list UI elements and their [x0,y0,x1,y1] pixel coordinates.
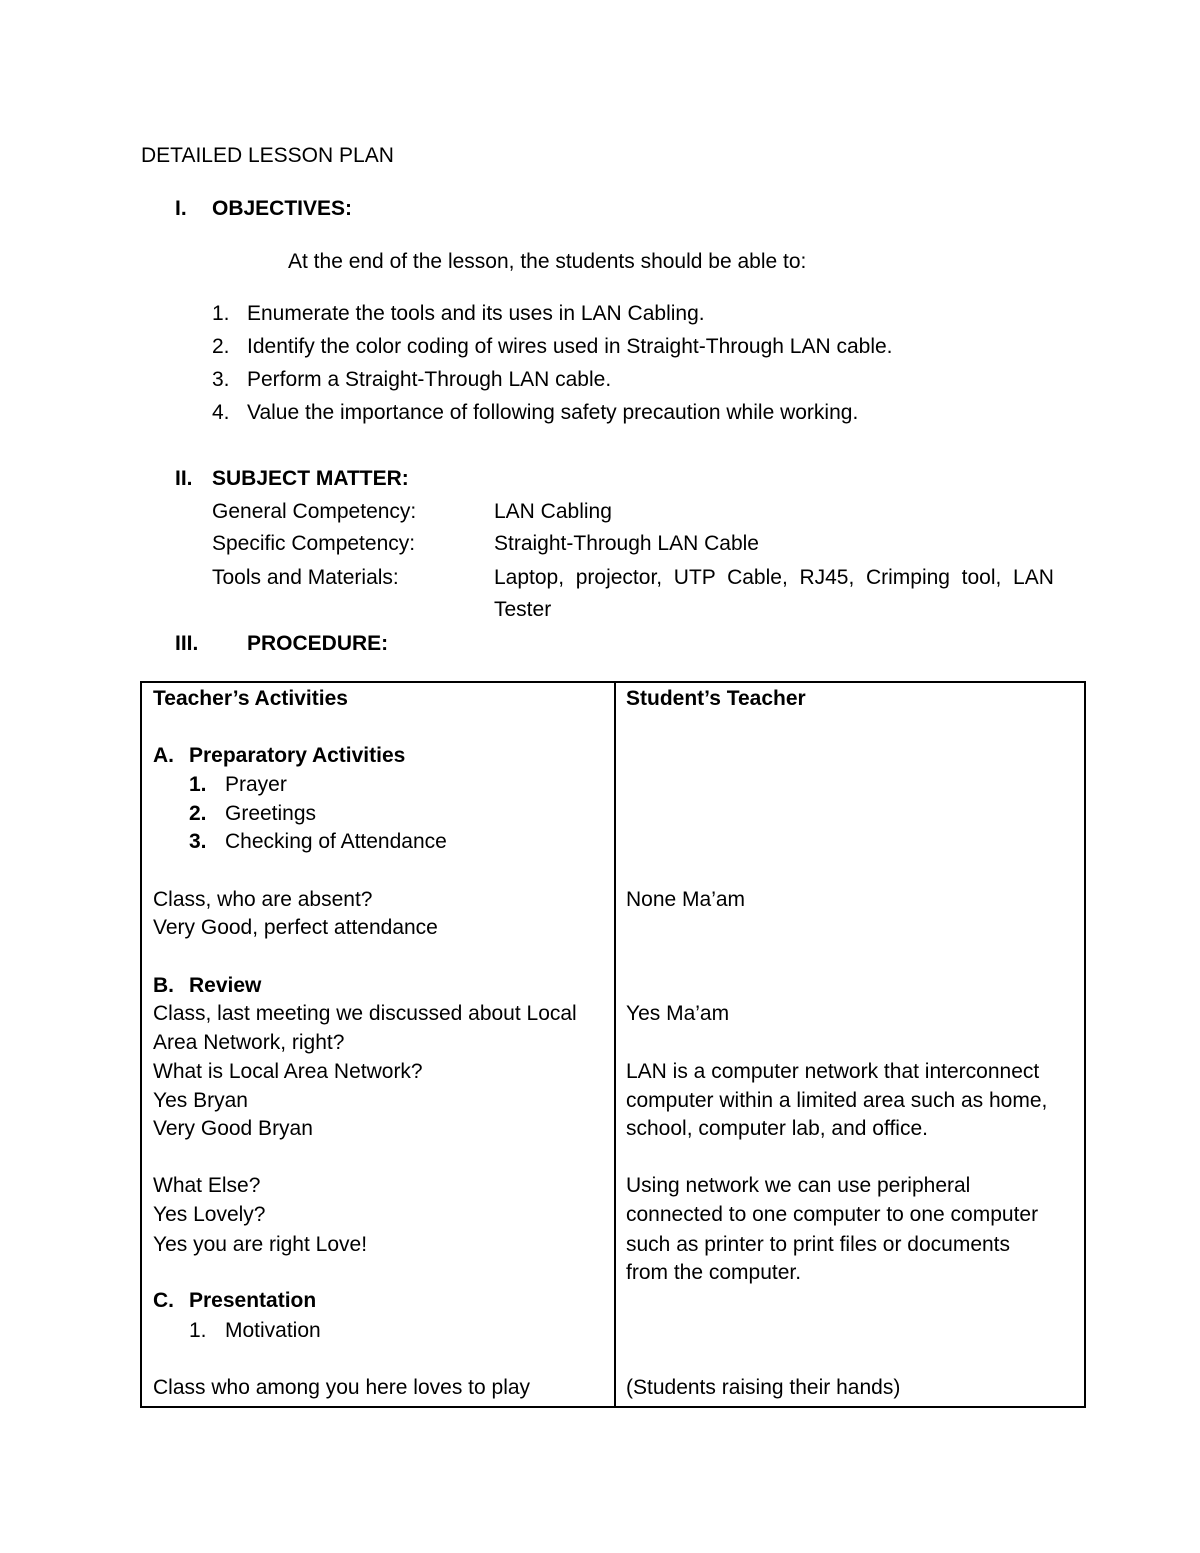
subject-matter-numeral: II. [175,467,193,490]
student-line: connected to one computer to one computer [626,1203,1039,1226]
prep-item-number: 1. [189,773,207,796]
student-line: LAN is a computer network that interconnect [626,1060,1040,1083]
objective-number: 4. [212,401,230,424]
teacher-line: Yes Lovely? [153,1203,266,1226]
objectives-numeral: I. [175,197,187,220]
subject-value-continued: Tester [494,598,552,621]
student-line: (Students raising their hands) [626,1376,901,1399]
prep-item-text: Greetings [225,802,317,825]
subject-value: Laptop, projector, UTP Cable, RJ45, Crimping tool, LAN [494,566,1054,589]
student-column-header: Student’s Teacher [626,687,806,710]
student-line: Yes Ma’am [626,1002,730,1025]
student-line: from the computer. [626,1261,802,1284]
objective-number: 3. [212,368,230,391]
document-title: DETAILED LESSON PLAN [141,144,394,167]
teacher-line: Class, who are absent? [153,888,373,911]
section-letter: A. [153,744,174,767]
section-title: Presentation [189,1289,317,1312]
section-letter: C. [153,1289,174,1312]
procedure-numeral: III. [175,632,199,655]
objectives-intro: At the end of the lesson, the students should be able to: [288,250,807,273]
teacher-line: Yes Bryan [153,1089,248,1112]
prep-item-number: 2. [189,802,207,825]
teacher-line: What Else? [153,1174,261,1197]
objective-text: Enumerate the tools and its uses in LAN Cabling. [247,302,705,325]
section-title: Preparatory Activities [189,744,406,767]
subject-label: Tools and Materials: [212,566,399,589]
subject-value: LAN Cabling [494,500,612,523]
objective-number: 2. [212,335,230,358]
section-title: Review [189,974,262,997]
subject-value: Straight-Through LAN Cable [494,532,759,555]
prep-item-number: 3. [189,830,207,853]
teacher-line: Area Network, right? [153,1031,345,1054]
student-line: school, computer lab, and office. [626,1117,928,1140]
teacher-line: Very Good, perfect attendance [153,916,438,939]
motivation-number: 1. [189,1319,207,1342]
objective-text: Identify the color coding of wires used in Straight-Through LAN cable. [247,335,893,358]
objectives-heading: OBJECTIVES: [212,197,353,220]
subject-matter-heading: SUBJECT MATTER: [212,467,409,490]
subject-label: Specific Competency: [212,532,416,555]
teacher-activities-column [141,682,615,1407]
teacher-line: Yes you are right Love! [153,1233,368,1256]
procedure-table [140,681,1086,1408]
student-line: computer within a limited area such as home, [626,1089,1048,1112]
teacher-column-header: Teacher’s Activities [153,687,348,710]
objective-text: Perform a Straight-Through LAN cable. [247,368,612,391]
motivation-text: Motivation [225,1319,321,1342]
teacher-line: Class, last meeting we discussed about Local [153,1002,577,1025]
student-line: such as printer to print files or documents [626,1233,1011,1256]
objective-text: Value the importance of following safety precaution while working. [247,401,859,424]
procedure-heading: PROCEDURE: [247,632,389,655]
subject-label: General Competency: [212,500,417,523]
student-responses-column [615,682,1085,1407]
student-line: Using network we can use peripheral [626,1174,971,1197]
section-letter: B. [153,974,174,997]
prep-item-text: Checking of Attendance [225,830,447,853]
teacher-line: Very Good Bryan [153,1117,313,1140]
objective-number: 1. [212,302,230,325]
teacher-line: Class who among you here loves to play [153,1376,531,1399]
prep-item-text: Prayer [225,773,287,796]
student-line: None Ma’am [626,888,746,911]
teacher-line: What is Local Area Network? [153,1060,423,1083]
